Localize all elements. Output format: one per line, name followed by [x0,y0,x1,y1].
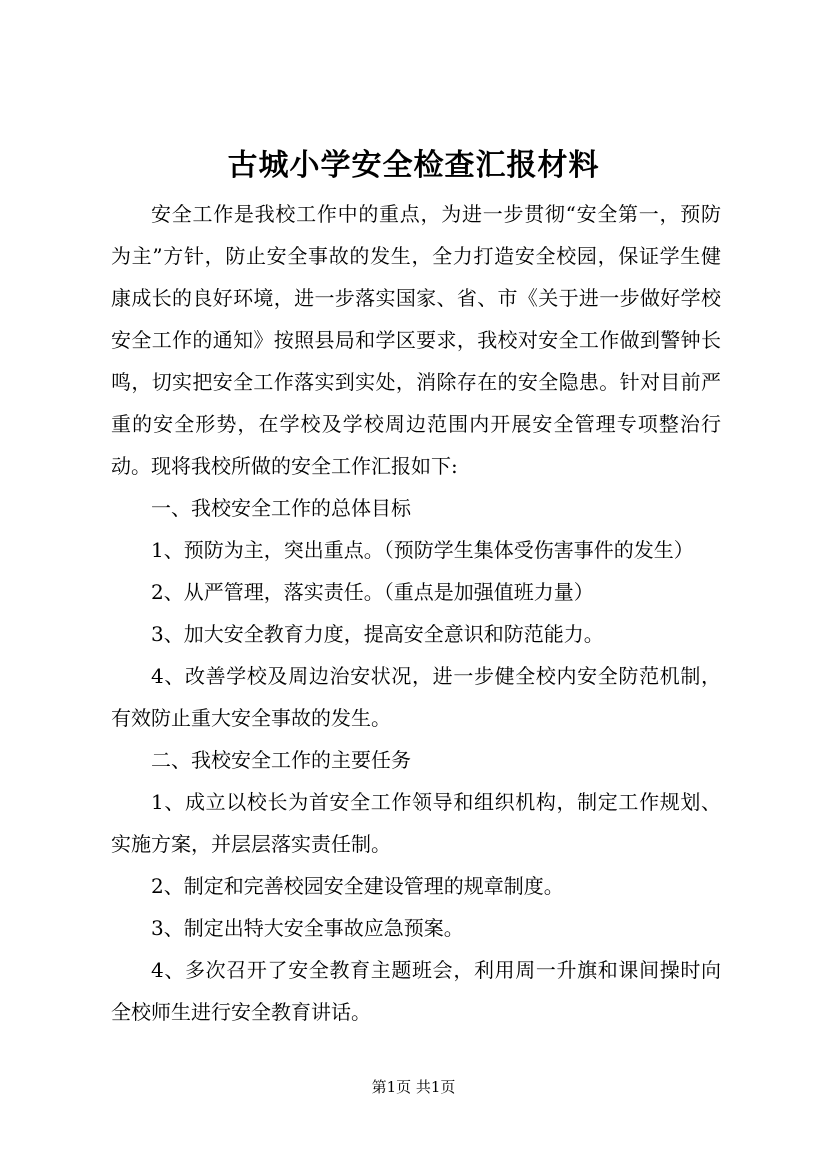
document-body [111,193,721,1033]
task-item-2: 2、制定和完善校园安全建设管理的规章制度。 [151,874,564,898]
goal-item-3: 3、加大安全教育力度，提高安全意识和防范能力。 [151,622,604,646]
section-heading-tasks: 二、我校安全工作的主要任务 [151,748,411,772]
page-footer: 第1页 共1页 [371,1078,456,1096]
section-heading-goals: 一、我校安全工作的总体目标 [151,496,411,520]
intro-paragraph: 安全工作是我校工作中的重点，为进一步贯彻“安全第一，预防为主”方针，防止安全事故的发生，全力打造安全校园，保证学生健康成长的良好环境，进一步落实国家、省、市《关于进一步做好学校安全工作的通知》按照县局和学区要求，我校对安全工作做到警钟长鸣，切实把安全工作落实到实处，消除存在的安全隐患。针对目前严重的安全形势，在学校及学校周边范围内开展安全管理专项整治行动。现将我校所做的安全工作汇报如下: [111,202,721,478]
document-title: 古城小学安全检查汇报材料 [227,148,600,183]
task-item-4: 4、多次召开了安全教育主题班会，利用周一升旗和课间操时向全校师生进行安全教育讲话。 [111,958,721,1024]
goal-item-2: 2、从严管理，落实责任。（重点是加强值班力量） [151,580,594,604]
goal-item-4: 4、改善学校及周边治安状况，进一步健全校内安全防范机制，有效防止重大安全事故的发生。 [111,664,721,730]
goal-item-1: 1、预防为主，突出重点。（预防学生集体受伤害事件的发生） [151,538,694,562]
task-item-1: 1、成立以校长为首安全工作领导和组织机构，制定工作规划、实施方案，并层层落实责任制。 [111,790,721,856]
task-item-3: 3、制定出特大安全事故应急预案。 [151,916,464,940]
